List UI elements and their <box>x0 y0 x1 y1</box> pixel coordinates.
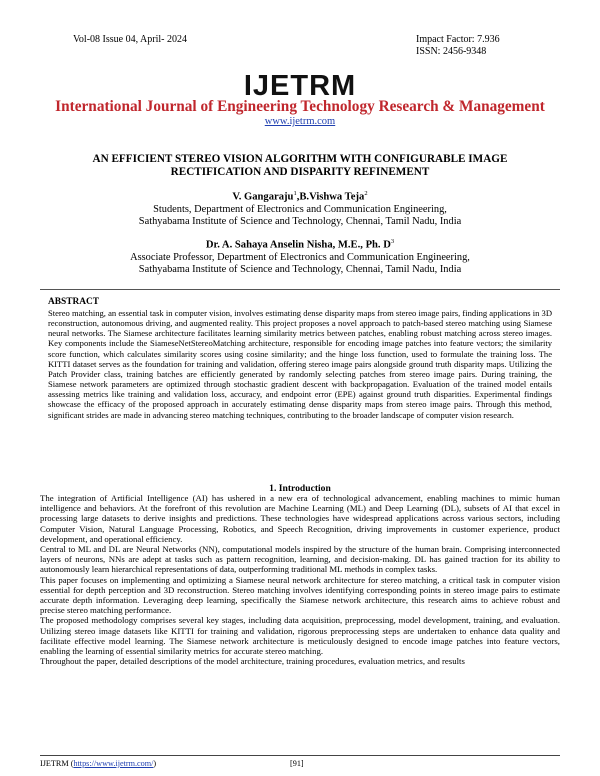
paragraph: The integration of Artificial Intelligence (AI) has ushered in a new era of technological advancement, enabling machines to mimic human intelligence and behaviors. At the forefront of this revolution are Machine Learning (ML) and Deep Learning (DL), subsets of AI that excel in processing large datasets to derive insights and predictions. These technologies have widespread applications across various sectors, including Computer Vision, Natural Language Processing, Robotics, and Speech Recognition, driving improvements in customer experience, product development, and operational efficiency. <box>40 493 560 544</box>
author-block-professor <box>0 236 600 276</box>
author-block-students <box>0 188 600 228</box>
author-affiliation: Associate Professor, Department of Electronics and Communication Engineering, <box>130 251 470 263</box>
paper-title-line: RECTIFICATION AND DISPARITY REFINEMENT <box>170 166 430 178</box>
abstract-divider <box>40 289 560 290</box>
paragraph: Central to ML and DL are Neural Networks (NN), computational models inspired by the structure of the human brain. Comprising interconnected layers of neurons, NNs are adept at tasks such as pattern recognition, learning, and decision-making. DL has gained traction for its ability to autonomously learn hierarchical representations of data, outperforming traditional ML methods in complex tasks. <box>40 544 560 575</box>
author-affiliation: Sathyabama Institute of Science and Technology, Chennai, Tamil Nadu, India <box>138 263 462 275</box>
author-affiliation-mark: 3 <box>390 238 395 245</box>
issn-label: ISSN: 2456-9348 <box>416 46 487 57</box>
footer-paren: ) <box>153 759 157 768</box>
volume-issue-label: Vol-08 Issue 04, April- 2024 <box>73 34 187 45</box>
abstract-text: Stereo matching, an essential task in computer vision, involves estimating dense disparity maps from stereo image pairs, finding applications in 3D reconstruction, autonomous driving, and augmented reality. This project proposes a novel approach to patch-based stereo matching using Siamese neural networks. The Siamese architecture facilitates learning similarity metrics between patches, enabling robust matching across stereo images. Key components include the SiameseNetStereoMatching architecture, responsible for encoding image patches into feature vectors; the similarity score function, which calculates similarity scores using cosine similarity; and the hinge loss function, used to formulate the training loss. The KITTI dataset serves as the foundation for training and validation, offering stereo image pairs alongside ground truth disparity maps. Utilizing the Patch Provider class, training batches are efficiently generated by randomly selecting patches from stereo image pairs. During training, the Siamese network parameters are optimized through stochastic gradient descent with backpropagation. Evaluation of the trained model entails assessing metrics like training and validation loss, accuracy, and endpoint error (EPE) against ground truth disparities. Experimental findings showcase the efficacy of the proposed approach in accurately estimating dense disparity maps from stereo image pairs. Through this method, significant strides are made in advancing stereo matching techniques, contributing to the broader landscape of computer vision research. <box>48 308 552 420</box>
paper-title-line: AN EFFICIENT STEREO VISION ALGORITHM WITH CONFIGURABLE IMAGE <box>92 153 508 165</box>
journal-logo: IJETRM <box>243 70 357 102</box>
author-name: Dr. A. Sahaya Anselin Nisha, M.E., Ph. D <box>205 239 391 251</box>
page-number: [91] <box>290 759 304 768</box>
footer-divider <box>40 755 560 756</box>
paragraph: The proposed methodology comprises several key stages, including data acquisition, preprocessing, model development, training, and evaluation. Utilizing stereo image datasets like KITTI for training and validation, rigorous preprocessing steps are undertaken to enhance data quality and facilitate effective model learning. The Siamese network architecture is meticulously designed to encode image patches into feature vectors, enabling the learning of essential similarity metrics for accurate stereo matching. <box>40 615 560 657</box>
introduction-body <box>40 493 560 666</box>
abstract-heading: ABSTRACT <box>48 297 100 307</box>
footer-journal <box>40 759 156 769</box>
journal-website-link[interactable]: www.ijetrm.com <box>264 116 336 127</box>
journal-name: International Journal of Engineering Technology Research & Management <box>55 98 545 115</box>
footer-url-link[interactable]: https://www.ijetrm.com/ <box>73 759 154 768</box>
author-affiliation-mark: 1 <box>293 190 297 197</box>
author-name: V. Gangaraju <box>232 191 294 203</box>
footer-journal-name: IJETRM ( <box>40 759 74 768</box>
author-name: ,B.Vishwa Teja <box>296 191 365 203</box>
author-names <box>0 188 600 204</box>
paragraph: Throughout the paper, detailed descriptions of the model architecture, training procedures, evaluation metrics, and results <box>40 656 465 667</box>
section-heading-introduction: 1. Introduction <box>269 483 331 494</box>
author-affiliation: Students, Department of Electronics and Communication Engineering, <box>153 203 447 215</box>
paper-title <box>60 153 540 179</box>
author-names <box>0 236 600 252</box>
journal-metrics <box>416 34 528 58</box>
author-affiliation-mark: 2 <box>364 190 368 197</box>
author-affiliation: Sathyabama Institute of Science and Technology, Chennai, Tamil Nadu, India <box>138 215 462 227</box>
paragraph: This paper focuses on implementing and optimizing a Siamese neural network architecture for stereo matching, a critical task in computer vision essential for depth perception and 3D reconstruction. Stereo matching involves identifying corresponding points in stereo image pairs to estimate accurate depth information. Leveraging deep learning, specifically the Siamese network architecture, this research aims to achieve robust and precise stereo matching performance. <box>40 574 560 616</box>
impact-factor-label: Impact Factor: 7.936 <box>416 34 500 45</box>
